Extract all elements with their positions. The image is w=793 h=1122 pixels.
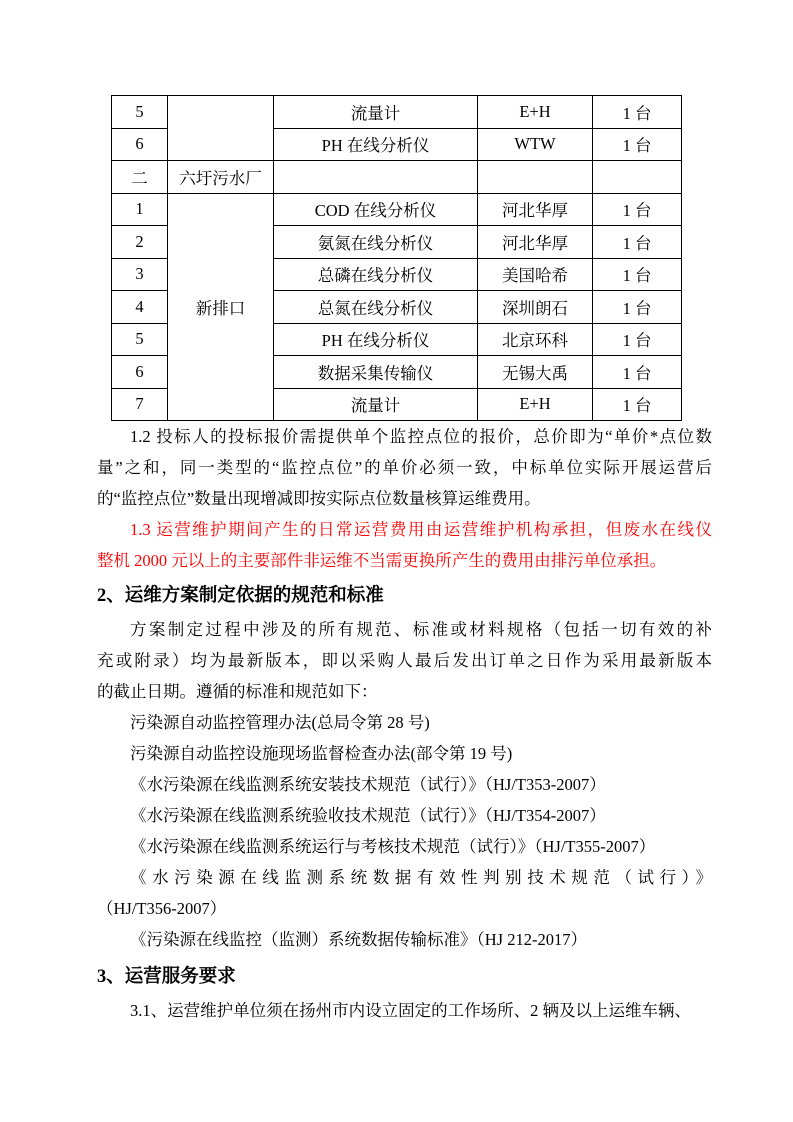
- cell-index: 6: [112, 128, 168, 161]
- text-line: 充或附录）均为最新版本，即以采购人最后发出订单之日作为采用最新版本: [97, 651, 712, 670]
- cell-index: 1: [112, 193, 168, 226]
- cell-brand: WTW: [478, 128, 593, 161]
- standard-item-2: [97, 738, 712, 769]
- paragraph-1-2: [97, 421, 712, 514]
- cell-brand: 河北华厚: [478, 226, 593, 259]
- cell-brand: 美国哈希: [478, 258, 593, 291]
- cell-device: 氨氮在线分析仪: [274, 226, 478, 259]
- text-line: 《水污染源在线监测系统安装技术规范（试行）》（HJ/T353-2007）: [130, 775, 606, 794]
- standard-item-1: [97, 707, 712, 738]
- cell-site: 六圩污水厂: [168, 161, 274, 194]
- cell-device: 流量计: [274, 388, 478, 421]
- cell-index: 5: [112, 96, 168, 129]
- text-line: 的截止日期。遵循的标准和规范如下：: [97, 682, 378, 701]
- text-line: 《污染源在线监控（监测）系统数据传输标准》（HJ 212-2017）: [130, 930, 587, 949]
- cell-qty: 1 台: [593, 258, 682, 291]
- standard-item-6: [97, 862, 712, 924]
- standard-item-4: [97, 800, 712, 831]
- cell-index: 2: [112, 226, 168, 259]
- cell-index: 3: [112, 258, 168, 291]
- cell-brand: 北京环科: [478, 323, 593, 356]
- paragraph-1-3-red: [97, 514, 712, 576]
- cell-device: PH 在线分析仪: [274, 323, 478, 356]
- text-line: 污染源自动监控设施现场监督检查办法(部令第 19 号): [130, 744, 513, 763]
- document-body: [97, 421, 712, 1026]
- cell-qty: 1 台: [593, 226, 682, 259]
- equipment-table: [111, 95, 682, 421]
- text-line: 《水污染源在线监测系统运行与考核技术规范（试行）》（HJ/T355-2007）: [130, 837, 656, 856]
- section-heading-2: 2、运维方案制定依据的规范和标准: [97, 586, 384, 606]
- paragraph-2-intro: [97, 614, 712, 707]
- cell-brand: 无锡大禹: [478, 356, 593, 389]
- cell-device: COD 在线分析仪: [274, 193, 478, 226]
- cell-index: 6: [112, 356, 168, 389]
- paragraph-3-1: [97, 995, 712, 1026]
- cell-brand: E+H: [478, 388, 593, 421]
- table-row: [112, 193, 682, 226]
- text-line: （HJ/T356-2007）: [97, 899, 227, 918]
- text-line: 《水污染源在线监测系统数据有效性判别技术规范（试行）》: [130, 868, 712, 887]
- cell-site-merged: 新排口: [168, 193, 274, 421]
- standard-item-5: [97, 831, 712, 862]
- cell-qty: 1 台: [593, 96, 682, 129]
- cell-qty: 1 台: [593, 128, 682, 161]
- text-line: 污染源自动监控管理办法(总局令第 28 号): [130, 713, 430, 732]
- cell-site-merged: [168, 96, 274, 161]
- cell-device: 数据采集传输仪: [274, 356, 478, 389]
- cell-qty: 1 台: [593, 388, 682, 421]
- cell-qty: 1 台: [593, 193, 682, 226]
- cell-index: 二: [112, 161, 168, 194]
- text-line: 3.1、运营维护单位须在扬州市内设立固定的工作场所、2 辆及以上运维车辆、: [130, 1001, 691, 1020]
- cell-qty: 1 台: [593, 323, 682, 356]
- table-row-section: [112, 161, 682, 194]
- cell-brand: [478, 161, 593, 194]
- text-line: 整机 2000 元以上的主要部件非运维不当需更换所产生的费用由排污单位承担。: [97, 551, 667, 570]
- cell-device: 总氮在线分析仪: [274, 291, 478, 324]
- text-line: 1.3 运营维护期间产生的日常运营费用由运营维护机构承担，但废水在线仪: [130, 520, 712, 539]
- cell-brand: E+H: [478, 96, 593, 129]
- cell-index: 7: [112, 388, 168, 421]
- text-line: 方案制定过程中涉及的所有规范、标准或材料规格（包括一切有效的补: [130, 620, 712, 639]
- cell-index: 4: [112, 291, 168, 324]
- cell-qty: [593, 161, 682, 194]
- cell-qty: 1 台: [593, 356, 682, 389]
- cell-device: 流量计: [274, 96, 478, 129]
- cell-device: 总磷在线分析仪: [274, 258, 478, 291]
- cell-device: PH 在线分析仪: [274, 128, 478, 161]
- cell-index: 5: [112, 323, 168, 356]
- text-line: 的“监控点位”数量出现增减即按实际点位数量核算运维费用。: [97, 489, 541, 508]
- cell-brand: 深圳朗石: [478, 291, 593, 324]
- cell-device: [274, 161, 478, 194]
- text-line: 1.2 投标人的投标报价需提供单个监控点位的报价，总价即为“单价*点位数: [130, 427, 712, 446]
- cell-qty: 1 台: [593, 291, 682, 324]
- text-line: 量”之和，同一类型的“监控点位”的单价必须一致，中标单位实际开展运营后: [97, 458, 712, 477]
- section-heading-3: 3、运营服务要求: [97, 967, 236, 987]
- standard-item-3: [97, 769, 712, 800]
- standard-item-7: [97, 924, 712, 955]
- text-line: 《水污染源在线监测系统验收技术规范（试行）》（HJ/T354-2007）: [130, 806, 606, 825]
- table-row: [112, 96, 682, 129]
- cell-brand: 河北华厚: [478, 193, 593, 226]
